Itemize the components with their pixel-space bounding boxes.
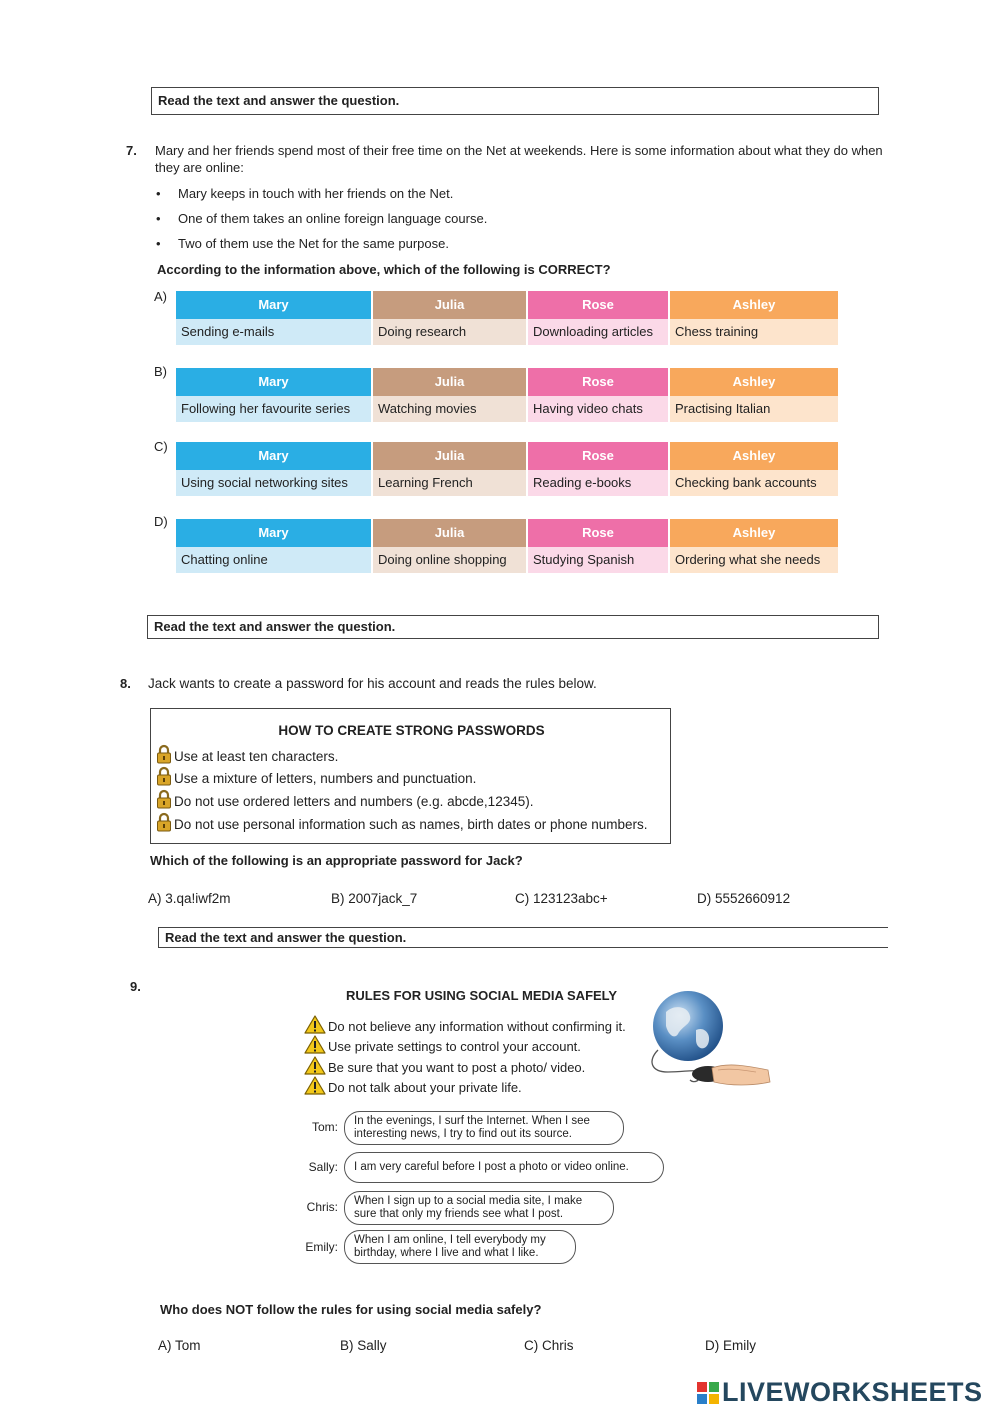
bullet-dot: • (156, 186, 161, 201)
lock-icon (156, 744, 172, 764)
cell-rose: Downloading articles (528, 319, 668, 345)
header-ashley: Ashley (670, 519, 838, 547)
header-julia: Julia (373, 442, 526, 470)
cell-julia: Doing online shopping (373, 547, 526, 573)
social-media-rule (304, 1036, 581, 1056)
warning-icon (304, 1015, 326, 1037)
speech-line: In the evenings, I surf the Internet. When I see (354, 1115, 590, 1127)
lock-icon (156, 789, 172, 809)
speech-bubble (344, 1191, 614, 1225)
header-ashley: Ashley (670, 368, 838, 396)
cell-mary: Sending e-mails (176, 319, 371, 345)
instruction-text: Read the text and answer the question. (154, 619, 396, 634)
social-media-rule-text: Do not believe any information without confirming it. (328, 1018, 626, 1034)
header-mary: Mary (176, 368, 371, 396)
cell-ashley: Checking bank accounts (670, 470, 838, 496)
option-letter[interactable]: A) (154, 289, 167, 304)
header-julia: Julia (373, 368, 526, 396)
header-rose: Rose (528, 519, 668, 547)
lock-icon (156, 812, 172, 832)
cell-ashley: Chess training (670, 319, 838, 345)
speech-bubble (344, 1230, 576, 1264)
question-intro: Mary and her friends spend most of their free time on the Net at weekends. Here is some information about what they do when they are online: (155, 143, 883, 175)
password-rule (156, 764, 476, 786)
instruction-text: Read the text and answer the question. (158, 93, 400, 108)
bullet-text: Mary keeps in touch with her friends on the Net. (178, 186, 454, 201)
answer-option-b[interactable]: B) Sally (340, 1338, 387, 1353)
speech-bubble (344, 1152, 664, 1183)
speaker-name: Sally: (308, 1160, 338, 1174)
cell-mary: Following her favourite series (176, 396, 371, 422)
header-rose: Rose (528, 368, 668, 396)
password-rule-text: Use at least ten characters. (174, 749, 339, 764)
password-rule-text: Use a mixture of letters, numbers and punctuation. (174, 771, 477, 786)
option-table-b[interactable] (176, 368, 838, 422)
answer-option-d[interactable]: D) Emily (705, 1338, 756, 1353)
header-ashley: Ashley (670, 442, 838, 470)
answer-option-b[interactable]: B) 2007jack_7 (331, 891, 418, 906)
speech-bubble (344, 1111, 624, 1145)
cell-mary: Chatting online (176, 547, 371, 573)
password-rule (156, 742, 338, 764)
header-ashley: Ashley (670, 291, 838, 319)
logo-badge-icon (697, 1382, 719, 1404)
speech-line: When I am online, I tell everybody my (354, 1234, 546, 1246)
cell-rose: Reading e-books (528, 470, 668, 496)
speech-line: I am very careful before I post a photo or video online. (354, 1161, 629, 1173)
cell-ashley: Ordering what she needs (670, 547, 838, 573)
password-rules-box (150, 708, 671, 844)
question-number: 8. (120, 676, 131, 691)
speaker-name: Emily: (305, 1240, 338, 1254)
cell-julia: Doing research (373, 319, 526, 345)
instruction-box (147, 615, 879, 639)
speech-line: interesting news, I try to find out its source. (354, 1128, 572, 1140)
bullet-dot: • (156, 236, 161, 251)
option-letter[interactable]: B) (154, 364, 167, 379)
globe-mouse-illustration (638, 990, 773, 1090)
instruction-box (151, 87, 879, 115)
header-julia: Julia (373, 519, 526, 547)
bullet-item (156, 236, 449, 251)
speaker-name: Tom: (311, 1120, 338, 1134)
social-media-rule (304, 1077, 522, 1097)
bullet-dot: • (156, 211, 161, 226)
option-letter[interactable]: D) (154, 514, 168, 529)
cell-ashley: Practising Italian (670, 396, 838, 422)
header-mary: Mary (176, 291, 371, 319)
question-prompt: According to the information above, which of the following is CORRECT? (157, 262, 611, 277)
bullet-text: One of them takes an online foreign language course. (178, 211, 488, 226)
cell-rose: Studying Spanish (528, 547, 668, 573)
social-media-rules-title: RULES FOR USING SOCIAL MEDIA SAFELY (346, 988, 618, 1003)
password-rule (156, 810, 648, 832)
question-prompt: Which of the following is an appropriate password for Jack? (150, 853, 523, 868)
header-mary: Mary (176, 519, 371, 547)
social-media-rule-text: Be sure that you want to post a photo/ video. (328, 1059, 586, 1075)
password-rules-title: HOW TO CREATE STRONG PASSWORDS (278, 723, 545, 738)
logo-text: LIVEWORKSHEETS (722, 1377, 983, 1407)
lock-icon (156, 766, 172, 786)
answer-option-a[interactable]: A) Tom (158, 1338, 201, 1353)
option-letter[interactable]: C) (154, 439, 168, 454)
social-media-rule-text: Use private settings to control your account. (328, 1038, 581, 1054)
option-table-d[interactable] (176, 519, 838, 573)
speaker-name: Chris: (306, 1200, 338, 1214)
cell-julia: Learning French (373, 470, 526, 496)
answer-option-d[interactable]: D) 5552660912 (697, 891, 791, 906)
instruction-text: Read the text and answer the question. (165, 930, 407, 945)
social-media-rule-text: Do not talk about your private life. (328, 1079, 522, 1095)
answer-option-c[interactable]: C) 123123abc+ (515, 891, 608, 906)
cell-julia: Watching movies (373, 396, 526, 422)
header-rose: Rose (528, 442, 668, 470)
password-rule-text: Do not use personal information such as names, birth dates or phone numbers. (174, 817, 648, 832)
question-prompt: Who does NOT follow the rules for using social media safely? (160, 1302, 542, 1317)
warning-icon (304, 1076, 326, 1098)
warning-icon (304, 1035, 326, 1057)
speech-line: When I sign up to a social media site, I make (354, 1195, 583, 1207)
liveworksheets-logo (697, 1377, 983, 1408)
bullet-item (156, 211, 487, 226)
header-mary: Mary (176, 442, 371, 470)
bullet-item (156, 186, 453, 201)
question-number: 9. (130, 979, 141, 994)
answer-option-c[interactable]: C) Chris (524, 1338, 574, 1353)
question-number: 7. (126, 143, 137, 158)
option-table-c[interactable] (176, 442, 838, 496)
speech-line: sure that only my friends see what I post. (354, 1208, 564, 1220)
social-media-rule (304, 1016, 626, 1036)
warning-icon (304, 1056, 326, 1078)
header-rose: Rose (528, 291, 668, 319)
header-julia: Julia (373, 291, 526, 319)
password-rule-text: Do not use ordered letters and numbers (e.g. abcde,12345). (174, 794, 534, 809)
password-rule (156, 787, 533, 809)
bullet-text: Two of them use the Net for the same purpose. (178, 236, 449, 251)
question-intro: Jack wants to create a password for his account and reads the rules below. (148, 676, 597, 691)
cell-rose: Having video chats (528, 396, 668, 422)
answer-option-a[interactable]: A) 3.qa!iwf2m (148, 891, 231, 906)
speech-line: birthday, where I live and what I like. (354, 1247, 539, 1259)
option-table-a[interactable] (176, 291, 838, 345)
social-media-rule (304, 1057, 585, 1077)
cell-mary: Using social networking sites (176, 470, 371, 496)
instruction-box (158, 927, 888, 948)
